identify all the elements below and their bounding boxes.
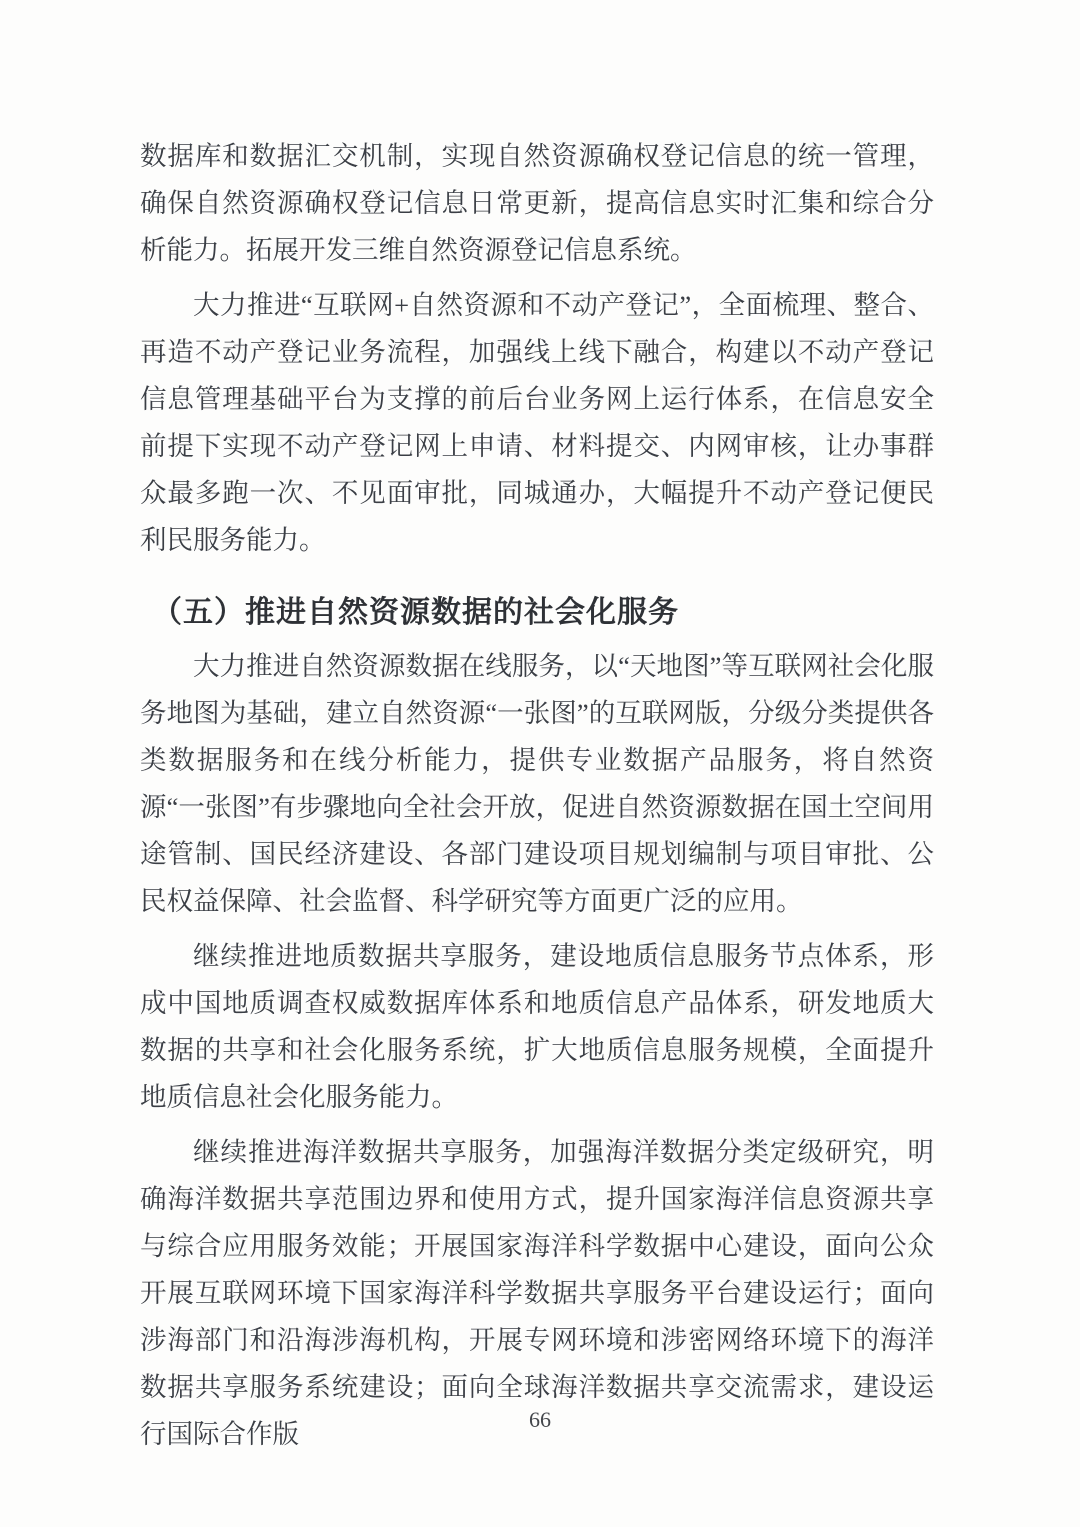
paragraph-database-mechanism: 数据库和数据汇交机制，实现自然资源确权登记信息的统一管理，确保自然资源确权登记信息日常更新，提高信息实时汇集和综合分析能力。拓展开发三维自然资源登记信息系统。 [140, 141, 934, 265]
paragraph-online-data-services: 大力推进自然资源数据在线服务，以“天地图”等互联网社会化服务地图为基础，建立自然资源“一张图”的互联网版，分级分类提供各类数据服务和在线分析能力，提供专业数据产品服务，将自然资源“一张图”有步骤地向全社会开放，促进自然资源数据在国土空间用途管制、国民经济建设、各部门建设项目规划编制与项目审批、公民权益保障、社会监督、科学研究等方面更广泛的应用。 [140, 651, 934, 916]
paragraph-geological-data-sharing: 继续推进地质数据共享服务，建设地质信息服务节点体系，形成中国地质调查权威数据库体系和地质信息产品体系，研发地质大数据的共享和社会化服务系统，扩大地质信息服务规模，全面提升地质信息社会化服务能力。 [140, 941, 934, 1112]
page-number: 66 [529, 1407, 551, 1432]
section-heading-five: （五）推进自然资源数据的社会化服务 [152, 596, 679, 629]
paragraph-internet-plus-registration: 大力推进“互联网+自然资源和不动产登记”，全面梳理、整合、再造不动产登记业务流程，加强线上线下融合，构建以不动产登记信息管理基础平台为支撑的前后台业务网上运行体系，在信息安全前提下实现不动产登记网上申请、材料提交、内网审核，让办事群众最多跑一次、不见面审批，同城通办，大幅提升不动产登记便民利民服务能力。 [140, 290, 934, 555]
paragraph-marine-data-sharing: 继续推进海洋数据共享服务，加强海洋数据分类定级研究，明确海洋数据共享范围边界和使用方式，提升国家海洋信息资源共享与综合应用服务效能；开展国家海洋科学数据中心建设，面向公众开展互联网环境下国家海洋科学数据共享服务平台建设运行；面向涉海部门和沿海涉海机构，开展专网环境和涉密网络环境下的海洋数据共享服务系统建设；面向全球海洋数据共享交流需求，建设运行国际合作版 [140, 1137, 934, 1449]
